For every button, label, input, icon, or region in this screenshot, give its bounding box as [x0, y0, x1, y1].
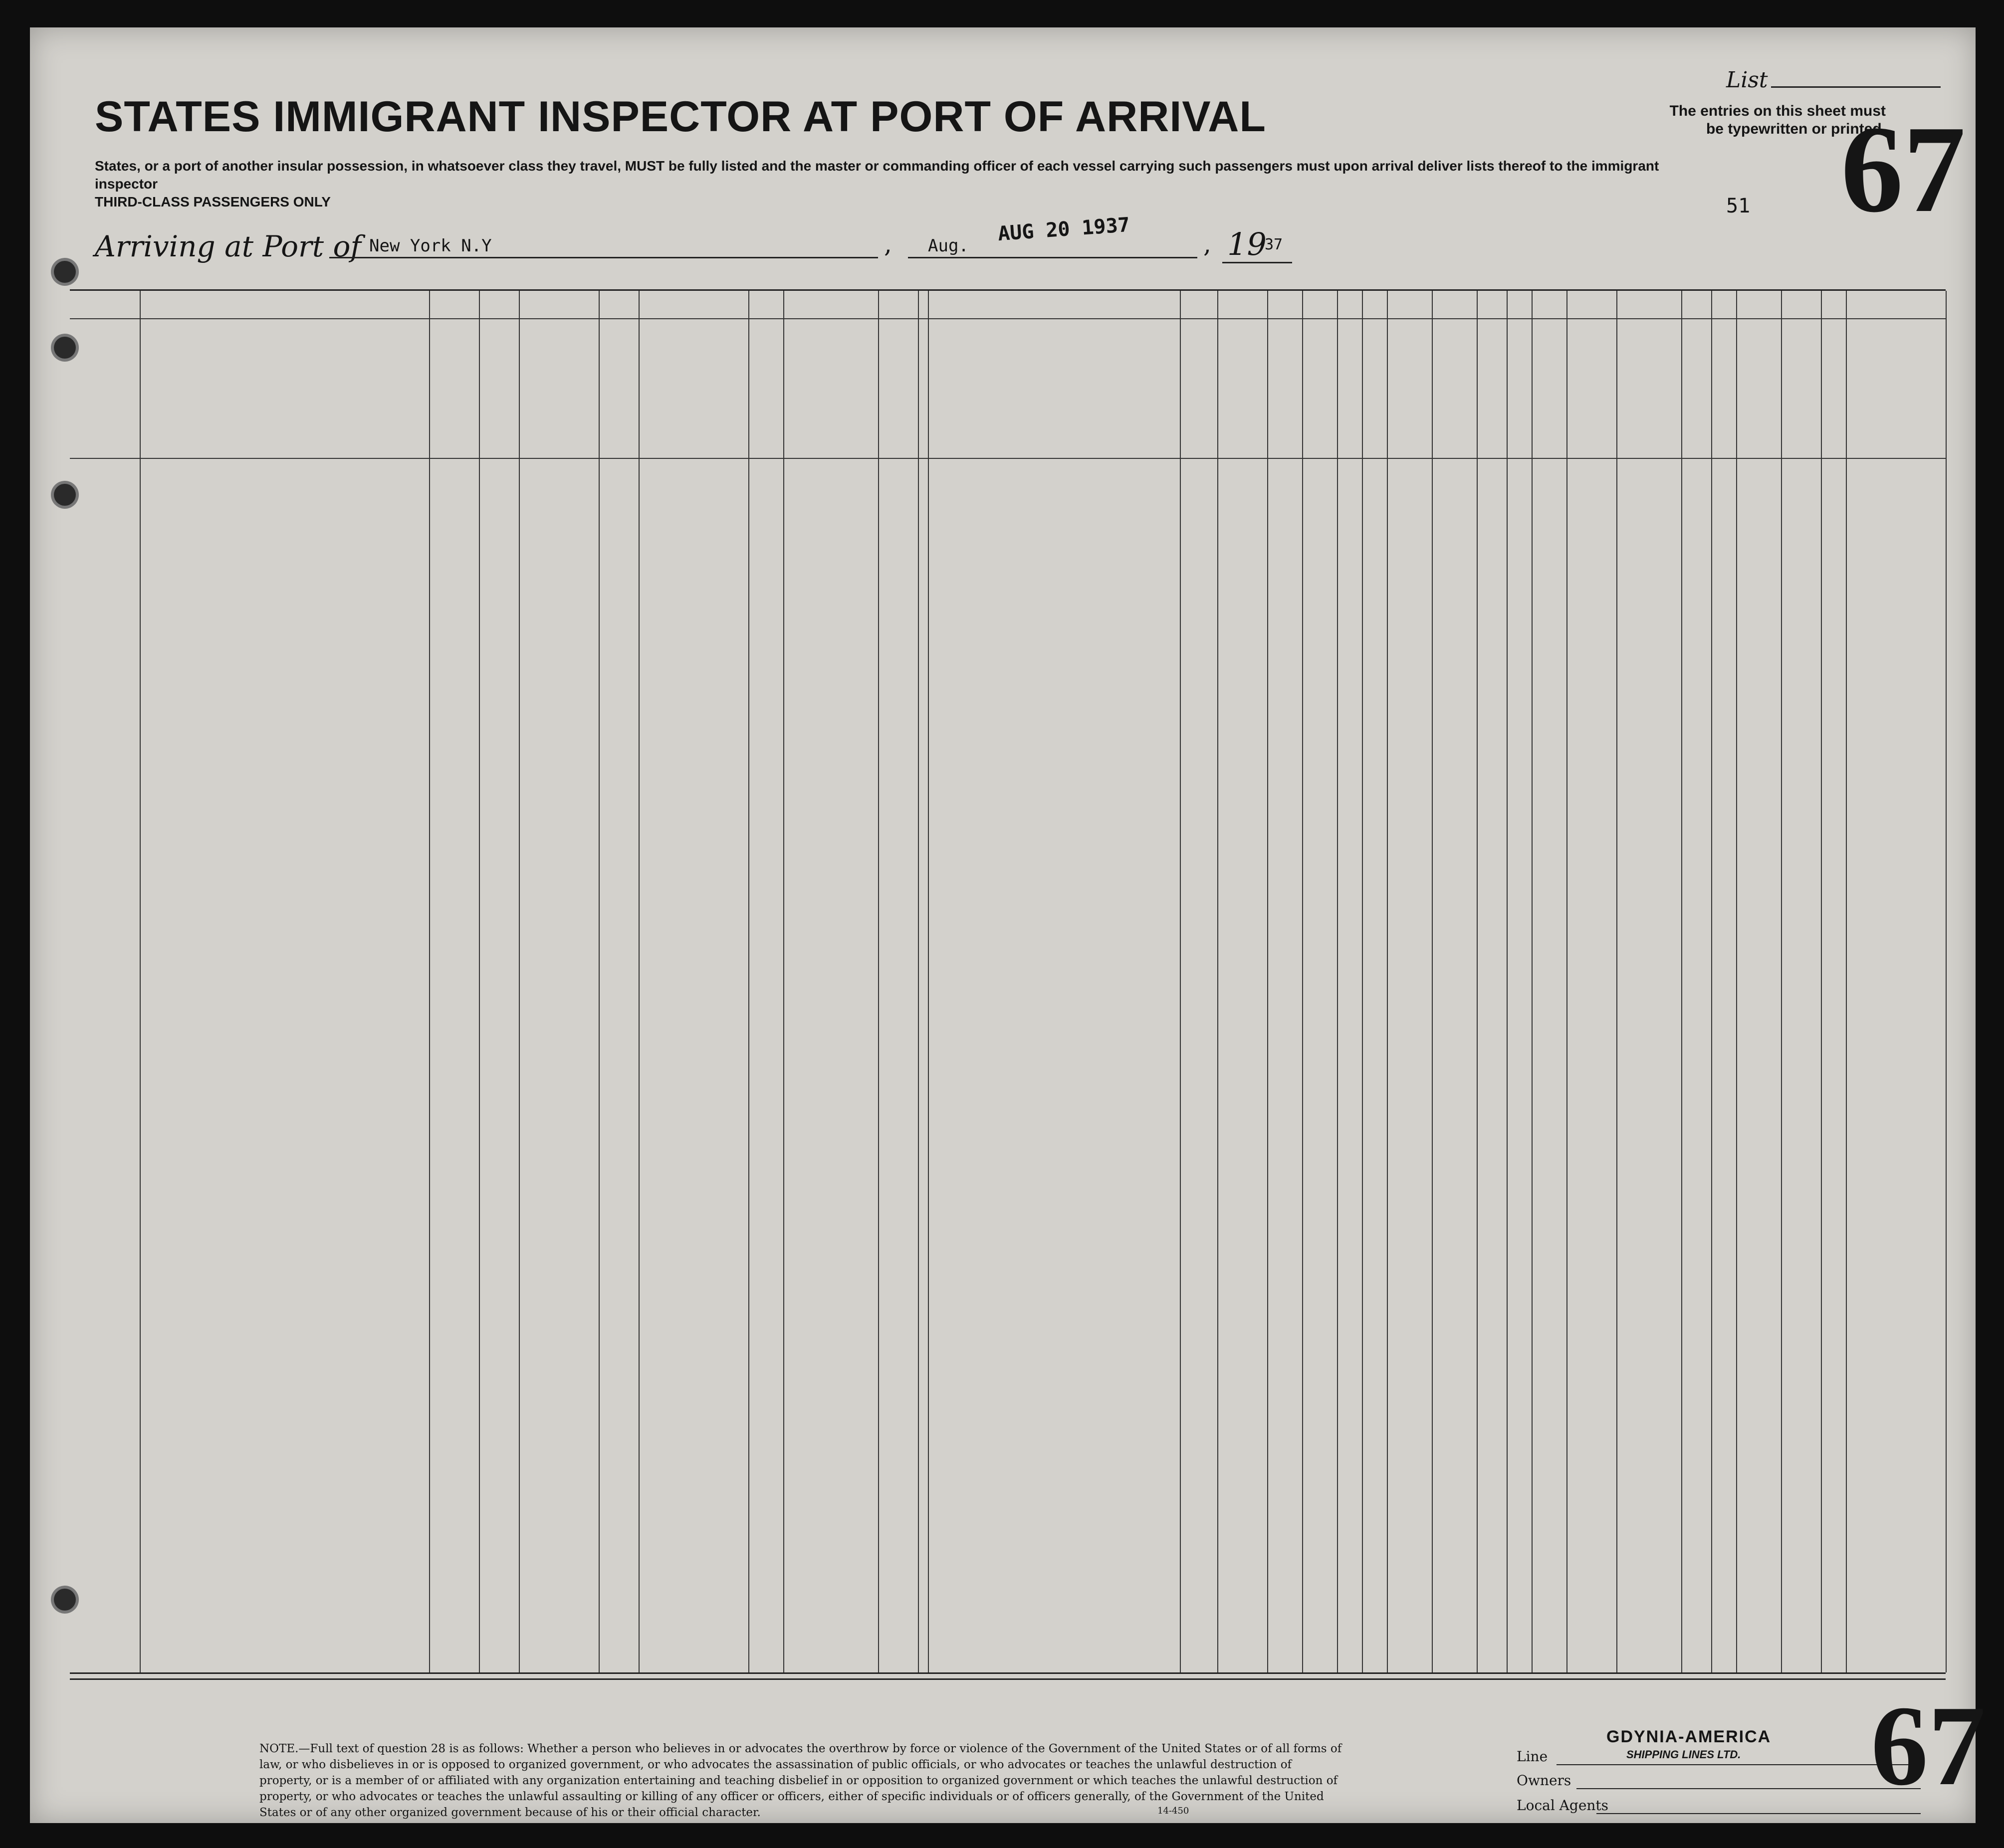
- column-rule: [878, 291, 879, 1672]
- port-line: [329, 257, 878, 258]
- column-rule: [1846, 291, 1847, 1672]
- column-rule: [639, 291, 640, 1672]
- column-rule: [748, 291, 749, 1672]
- year-suffix: 37: [1265, 236, 1283, 253]
- date-line: [908, 257, 1197, 258]
- column-rule: [1432, 291, 1433, 1672]
- manifest-footer: [70, 1678, 1986, 1823]
- list-number-top: 67: [1841, 100, 1966, 238]
- column-rule: [1532, 291, 1533, 1672]
- column-rule: [1507, 291, 1508, 1672]
- column-rule: [1781, 291, 1782, 1672]
- form-title: STATES IMMIGRANT INSPECTOR AT PORT OF ARRIVAL: [95, 93, 1266, 141]
- shipping-line-name: GDYNIA-AMERICA: [1606, 1727, 1772, 1746]
- list-line: [1771, 86, 1941, 88]
- column-rule: [519, 291, 520, 1672]
- column-rule: [1821, 291, 1822, 1672]
- manifest-sheet: STATES IMMIGRANT INSPECTOR AT PORT OF ARRIVAL States, or a port of another insular possession, in whatsoever class they travel, MUST be fully listed and the master or commanding officer of each vessel carrying such passengers must upon arrival deliver lists thereof to the immigrant inspector THIRD-CLASS PASSENGERS ONLY List The entries on this sheet must be typewritten or printed. 67 51 Arriving at Port of New York N.Y , Aug. AUG 20 1937 , 19 37 NOTE.—Full text of question 28 is as follows: Whether a person who believes in or advocates the overthrow by force or violence of the Government of the United States or of all forms of law, or who disbelieves in or is opposed to organized government, or who advocates the assassination of public officials, or who advocates or teaches the unlawful destruction of property, or is a member of or affiliated with any organization entertaining and teaching disbelief in or opposition to organized government or which teaches the unlawful destruction of property, or who advocates or teaches the unlawful assaulting or killing of any officer or officers, either of specific individuals or of officers generally, of the Government of the United States or of any other organized government because of his or their official character. 14-450 Line GDYNIA-AMERICA SHIPPING LINES LTD. Owners Local Agents 67: [30, 27, 1976, 1823]
- line-label: Line: [1517, 1748, 1548, 1765]
- typewritten-note: The entries on this sheet must be typewritten or printed.: [1669, 103, 1886, 137]
- list-number-bottom: 67: [1871, 1682, 1986, 1809]
- question-28-note: NOTE.—Full text of question 28 is as follows: Whether a person who believes in or advocates the overthrow by force or violence of the Government of the United States or of all forms of law, or who disbelieves in or is opposed to organized government, or who advocates the assassination of public officials, or who advocates or teaches the unlawful destruction of property, or is a member of or affiliated with any organization entertaining and teaching disbelief in or opposition to organized government or which teaches the unlawful destruction of property, or who advocates or teaches the unlawful assaulting or killing of any officer or officers, either of specific individuals or of officers generally, of the Government of the United States or of any other organized government because of his or their official character.: [259, 1742, 1342, 1819]
- header-rule: [70, 458, 1946, 459]
- column-rule: [1302, 291, 1303, 1672]
- column-rule: [1946, 291, 1947, 1672]
- manifest-table: [70, 289, 1946, 1674]
- shipping-line-name-2: SHIPPING LINES LTD.: [1626, 1748, 1741, 1761]
- column-rule: [1736, 291, 1737, 1672]
- column-rule: [599, 291, 600, 1672]
- form-number: 14-450: [1157, 1806, 1189, 1816]
- column-rule: [1267, 291, 1268, 1672]
- column-rule: [1180, 291, 1181, 1672]
- owners-label: Owners: [1517, 1772, 1571, 1789]
- class-line: THIRD-CLASS PASSENGERS ONLY: [95, 194, 331, 209]
- header-rule: [70, 318, 1946, 319]
- year-prefix: 19: [1227, 226, 1267, 262]
- column-rule: [1711, 291, 1712, 1672]
- column-rule: [1616, 291, 1617, 1672]
- column-rule: [1337, 291, 1338, 1672]
- column-rule: [1566, 291, 1567, 1672]
- list-label: List: [1726, 67, 1768, 93]
- column-rule: [1477, 291, 1478, 1672]
- arriving-label: Arriving at Port of: [95, 229, 361, 263]
- date-typed: Aug.: [928, 236, 969, 256]
- port-value: New York N.Y: [369, 236, 492, 256]
- sheet-number: 51: [1726, 195, 1751, 217]
- form-instructions: [95, 157, 1691, 211]
- column-rule: [429, 291, 430, 1672]
- column-rule: [928, 291, 929, 1672]
- column-rule: [140, 291, 141, 1672]
- agents-label: Local Agents: [1517, 1797, 1609, 1814]
- column-rule: [1362, 291, 1363, 1672]
- column-rule: [1217, 291, 1218, 1672]
- column-rule: [918, 291, 919, 1672]
- column-rule: [1387, 291, 1388, 1672]
- column-rule: [479, 291, 480, 1672]
- column-rule: [783, 291, 784, 1672]
- column-rule: [1681, 291, 1682, 1672]
- binder-hole: [54, 261, 76, 283]
- instruction-line: States, or a port of another insular possession, in whatsoever class they travel, MUST be fully listed and the master or commanding officer of each vessel carrying such passengers must upon arrival deliver lists thereof to the immigrant inspector: [95, 158, 1659, 192]
- arrival-date-stamp: AUG 20 1937: [997, 213, 1131, 246]
